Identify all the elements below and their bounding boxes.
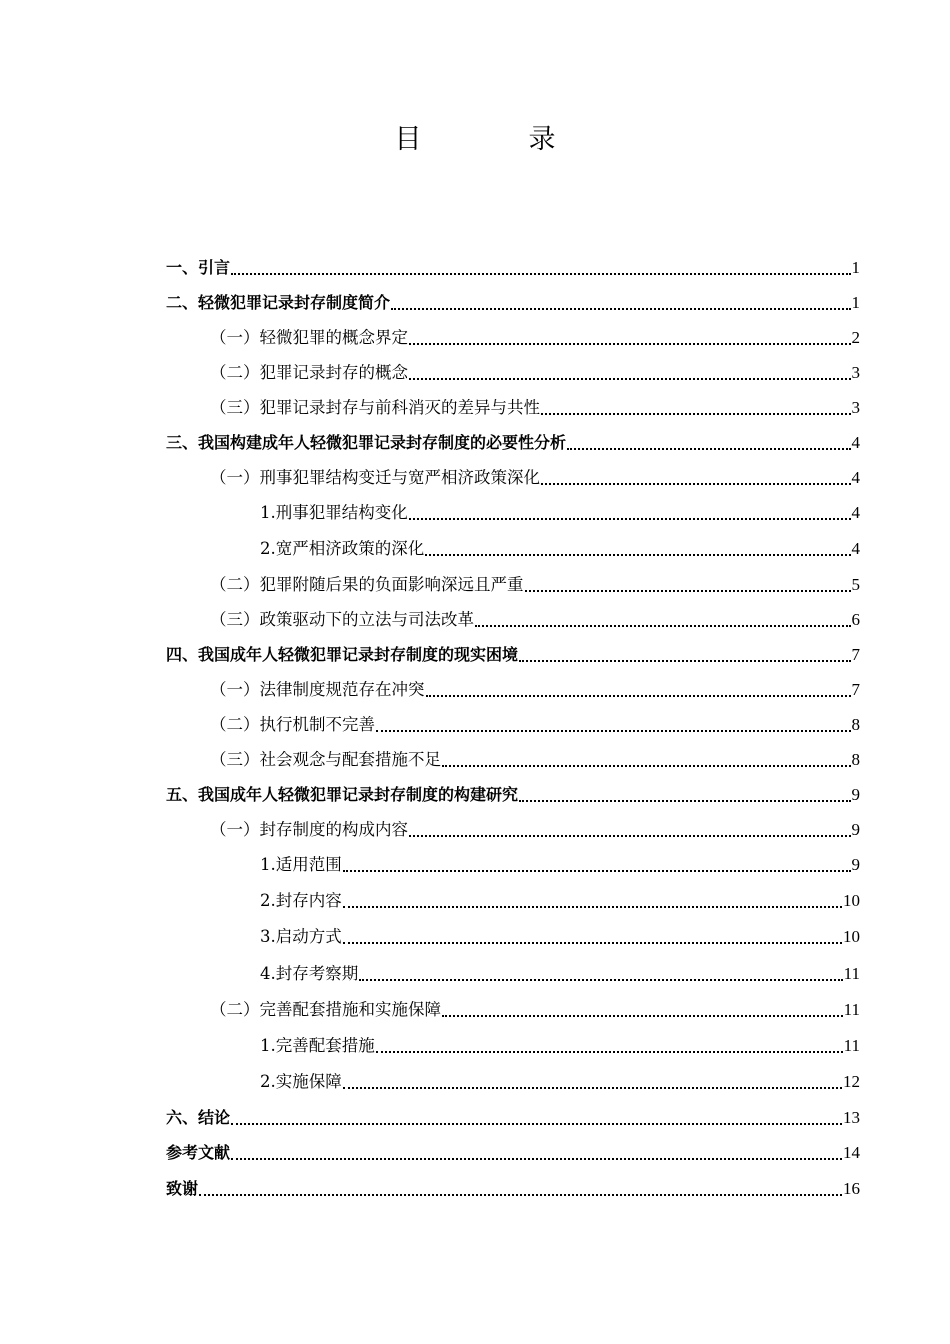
toc-entry[interactable] (166, 643, 860, 667)
toc-entry[interactable] (166, 256, 860, 280)
toc-entry-page-number: 4 (851, 539, 860, 558)
toc-entry[interactable] (260, 853, 860, 877)
toc-entry[interactable] (166, 431, 860, 455)
toc-dot-leader (409, 378, 851, 380)
toc-entry-label: 1.适用范围 (260, 855, 342, 874)
toc-entry-label: （一）刑事犯罪结构变迁与宽严相济政策深化 (210, 468, 540, 487)
toc-entry-page-number: 1 (851, 258, 860, 277)
toc-entry-label: （三）社会观念与配套措施不足 (210, 750, 441, 769)
toc-dot-leader (409, 518, 851, 520)
toc-dot-leader (391, 308, 850, 310)
toc-dot-leader (409, 343, 851, 345)
toc-entry-label: 1.刑事犯罪结构变化 (260, 503, 408, 522)
toc-entry[interactable] (210, 396, 860, 420)
toc-dot-leader (525, 590, 851, 592)
toc-entry[interactable] (210, 748, 860, 772)
toc-entry-page-number: 7 (851, 645, 860, 664)
toc-entry[interactable] (260, 962, 860, 986)
toc-dot-leader (359, 979, 842, 981)
toc-entry-page-number: 3 (851, 398, 860, 417)
toc-entry[interactable] (210, 713, 860, 737)
toc-dot-leader (343, 870, 851, 872)
toc-entry-label: （一）法律制度规范存在冲突 (210, 680, 425, 699)
toc-entry-page-number: 11 (843, 1036, 860, 1055)
toc-entry-label: 2.封存内容 (260, 891, 342, 910)
toc-entry-label: （二）完善配套措施和实施保障 (210, 1000, 441, 1019)
toc-dot-leader (425, 554, 850, 556)
toc-entry[interactable] (210, 361, 860, 385)
toc-entry[interactable] (210, 818, 860, 842)
toc-entry[interactable] (166, 1106, 860, 1130)
toc-entry-page-number: 5 (851, 575, 860, 594)
toc-entry-label: 五、我国成年人轻微犯罪记录封存制度的构建研究 (166, 785, 519, 804)
toc-entry[interactable] (210, 573, 860, 597)
toc-entry-label: （三）犯罪记录封存与前科消灭的差异与共性 (210, 398, 540, 417)
toc-dot-leader (567, 448, 850, 450)
toc-entry-label: 一、引言 (166, 258, 231, 277)
toc-entry[interactable] (260, 889, 860, 913)
toc-entry[interactable] (166, 783, 860, 807)
toc-dot-leader (519, 800, 850, 802)
toc-dot-leader (475, 625, 851, 627)
toc-entry-label: 二、轻微犯罪记录封存制度简介 (166, 293, 391, 312)
toc-entry-label: （一）轻微犯罪的概念界定 (210, 328, 408, 347)
toc-entry-page-number: 14 (843, 1143, 860, 1162)
toc-entry[interactable] (210, 326, 860, 350)
toc-dot-leader (541, 413, 851, 415)
toc-entry-label: 六、结论 (166, 1108, 231, 1127)
toc-dot-leader (343, 942, 842, 944)
toc-entry-page-number: 9 (851, 820, 860, 839)
toc-entry[interactable] (260, 501, 860, 525)
toc-entry[interactable] (166, 1177, 860, 1201)
toc-entry-page-number: 2 (851, 328, 860, 347)
toc-entry-label: （二）犯罪记录封存的概念 (210, 363, 408, 382)
toc-entry-page-number: 16 (843, 1179, 860, 1198)
toc-entry-page-number: 4 (851, 433, 860, 452)
toc-dot-leader (231, 1158, 842, 1160)
toc-entry[interactable] (260, 1070, 860, 1094)
toc-entry-page-number: 11 (843, 964, 860, 983)
toc-entry[interactable] (210, 608, 860, 632)
toc-dot-leader (231, 1123, 842, 1125)
toc-entry-page-number: 10 (843, 891, 860, 910)
toc-dot-leader (376, 730, 851, 732)
toc-entry-label: （二）犯罪附随后果的负面影响深远且严重 (210, 575, 524, 594)
toc-entry-page-number: 4 (851, 468, 860, 487)
toc-entry-page-number: 8 (851, 715, 860, 734)
toc-entry[interactable] (260, 925, 860, 949)
toc-entry-page-number: 13 (843, 1108, 860, 1127)
toc-entry-label: 1.完善配套措施 (260, 1036, 375, 1055)
toc-entry-label: 4.封存考察期 (260, 964, 359, 983)
page-title: 目 录 (394, 124, 596, 155)
toc-entry[interactable] (260, 1034, 860, 1058)
toc-entry-label: （二）执行机制不完善 (210, 715, 375, 734)
toc-entry-page-number: 4 (851, 503, 860, 522)
toc-entry[interactable] (210, 466, 860, 490)
toc-entry-page-number: 7 (851, 680, 860, 699)
toc-entry-page-number: 8 (851, 750, 860, 769)
toc-entry-label: （三）政策驱动下的立法与司法改革 (210, 610, 474, 629)
toc-entry-label: （一）封存制度的构成内容 (210, 820, 408, 839)
toc-entry[interactable] (210, 678, 860, 702)
toc-entry-page-number: 10 (843, 927, 860, 946)
toc-dot-leader (343, 1087, 842, 1089)
toc-entry-page-number: 12 (843, 1072, 860, 1091)
toc-entry-label: 三、我国构建成年人轻微犯罪记录封存制度的必要性分析 (166, 433, 567, 452)
toc-entry-page-number: 1 (851, 293, 860, 312)
toc-entry-label: 参考文献 (166, 1143, 231, 1162)
toc-dot-leader (442, 765, 851, 767)
toc-entry[interactable] (166, 1141, 860, 1165)
toc-entry-label: 2.实施保障 (260, 1072, 342, 1091)
toc-entry-page-number: 6 (851, 610, 860, 629)
toc-dot-leader (541, 483, 851, 485)
toc-dot-leader (519, 660, 850, 662)
toc-entry-page-number: 11 (843, 1000, 860, 1019)
toc-entry[interactable] (166, 291, 860, 315)
toc-entry[interactable] (210, 998, 860, 1022)
toc-dot-leader (343, 906, 842, 908)
toc-entry-page-number: 9 (851, 785, 860, 804)
toc-dot-leader (199, 1194, 842, 1196)
toc-entry-label: 2.宽严相济政策的深化 (260, 539, 425, 558)
toc-dot-leader (409, 835, 851, 837)
toc-entry-page-number: 9 (851, 855, 860, 874)
toc-dot-leader (426, 695, 851, 697)
toc-dot-leader (442, 1015, 843, 1017)
toc-entry-page-number: 3 (851, 363, 860, 382)
toc-entry-label: 四、我国成年人轻微犯罪记录封存制度的现实困境 (166, 645, 519, 664)
toc-entry[interactable] (260, 537, 860, 561)
toc-entry-label: 致谢 (166, 1179, 199, 1198)
toc-dot-leader (231, 273, 850, 275)
toc-entry-label: 3.启动方式 (260, 927, 342, 946)
toc-dot-leader (376, 1051, 843, 1053)
